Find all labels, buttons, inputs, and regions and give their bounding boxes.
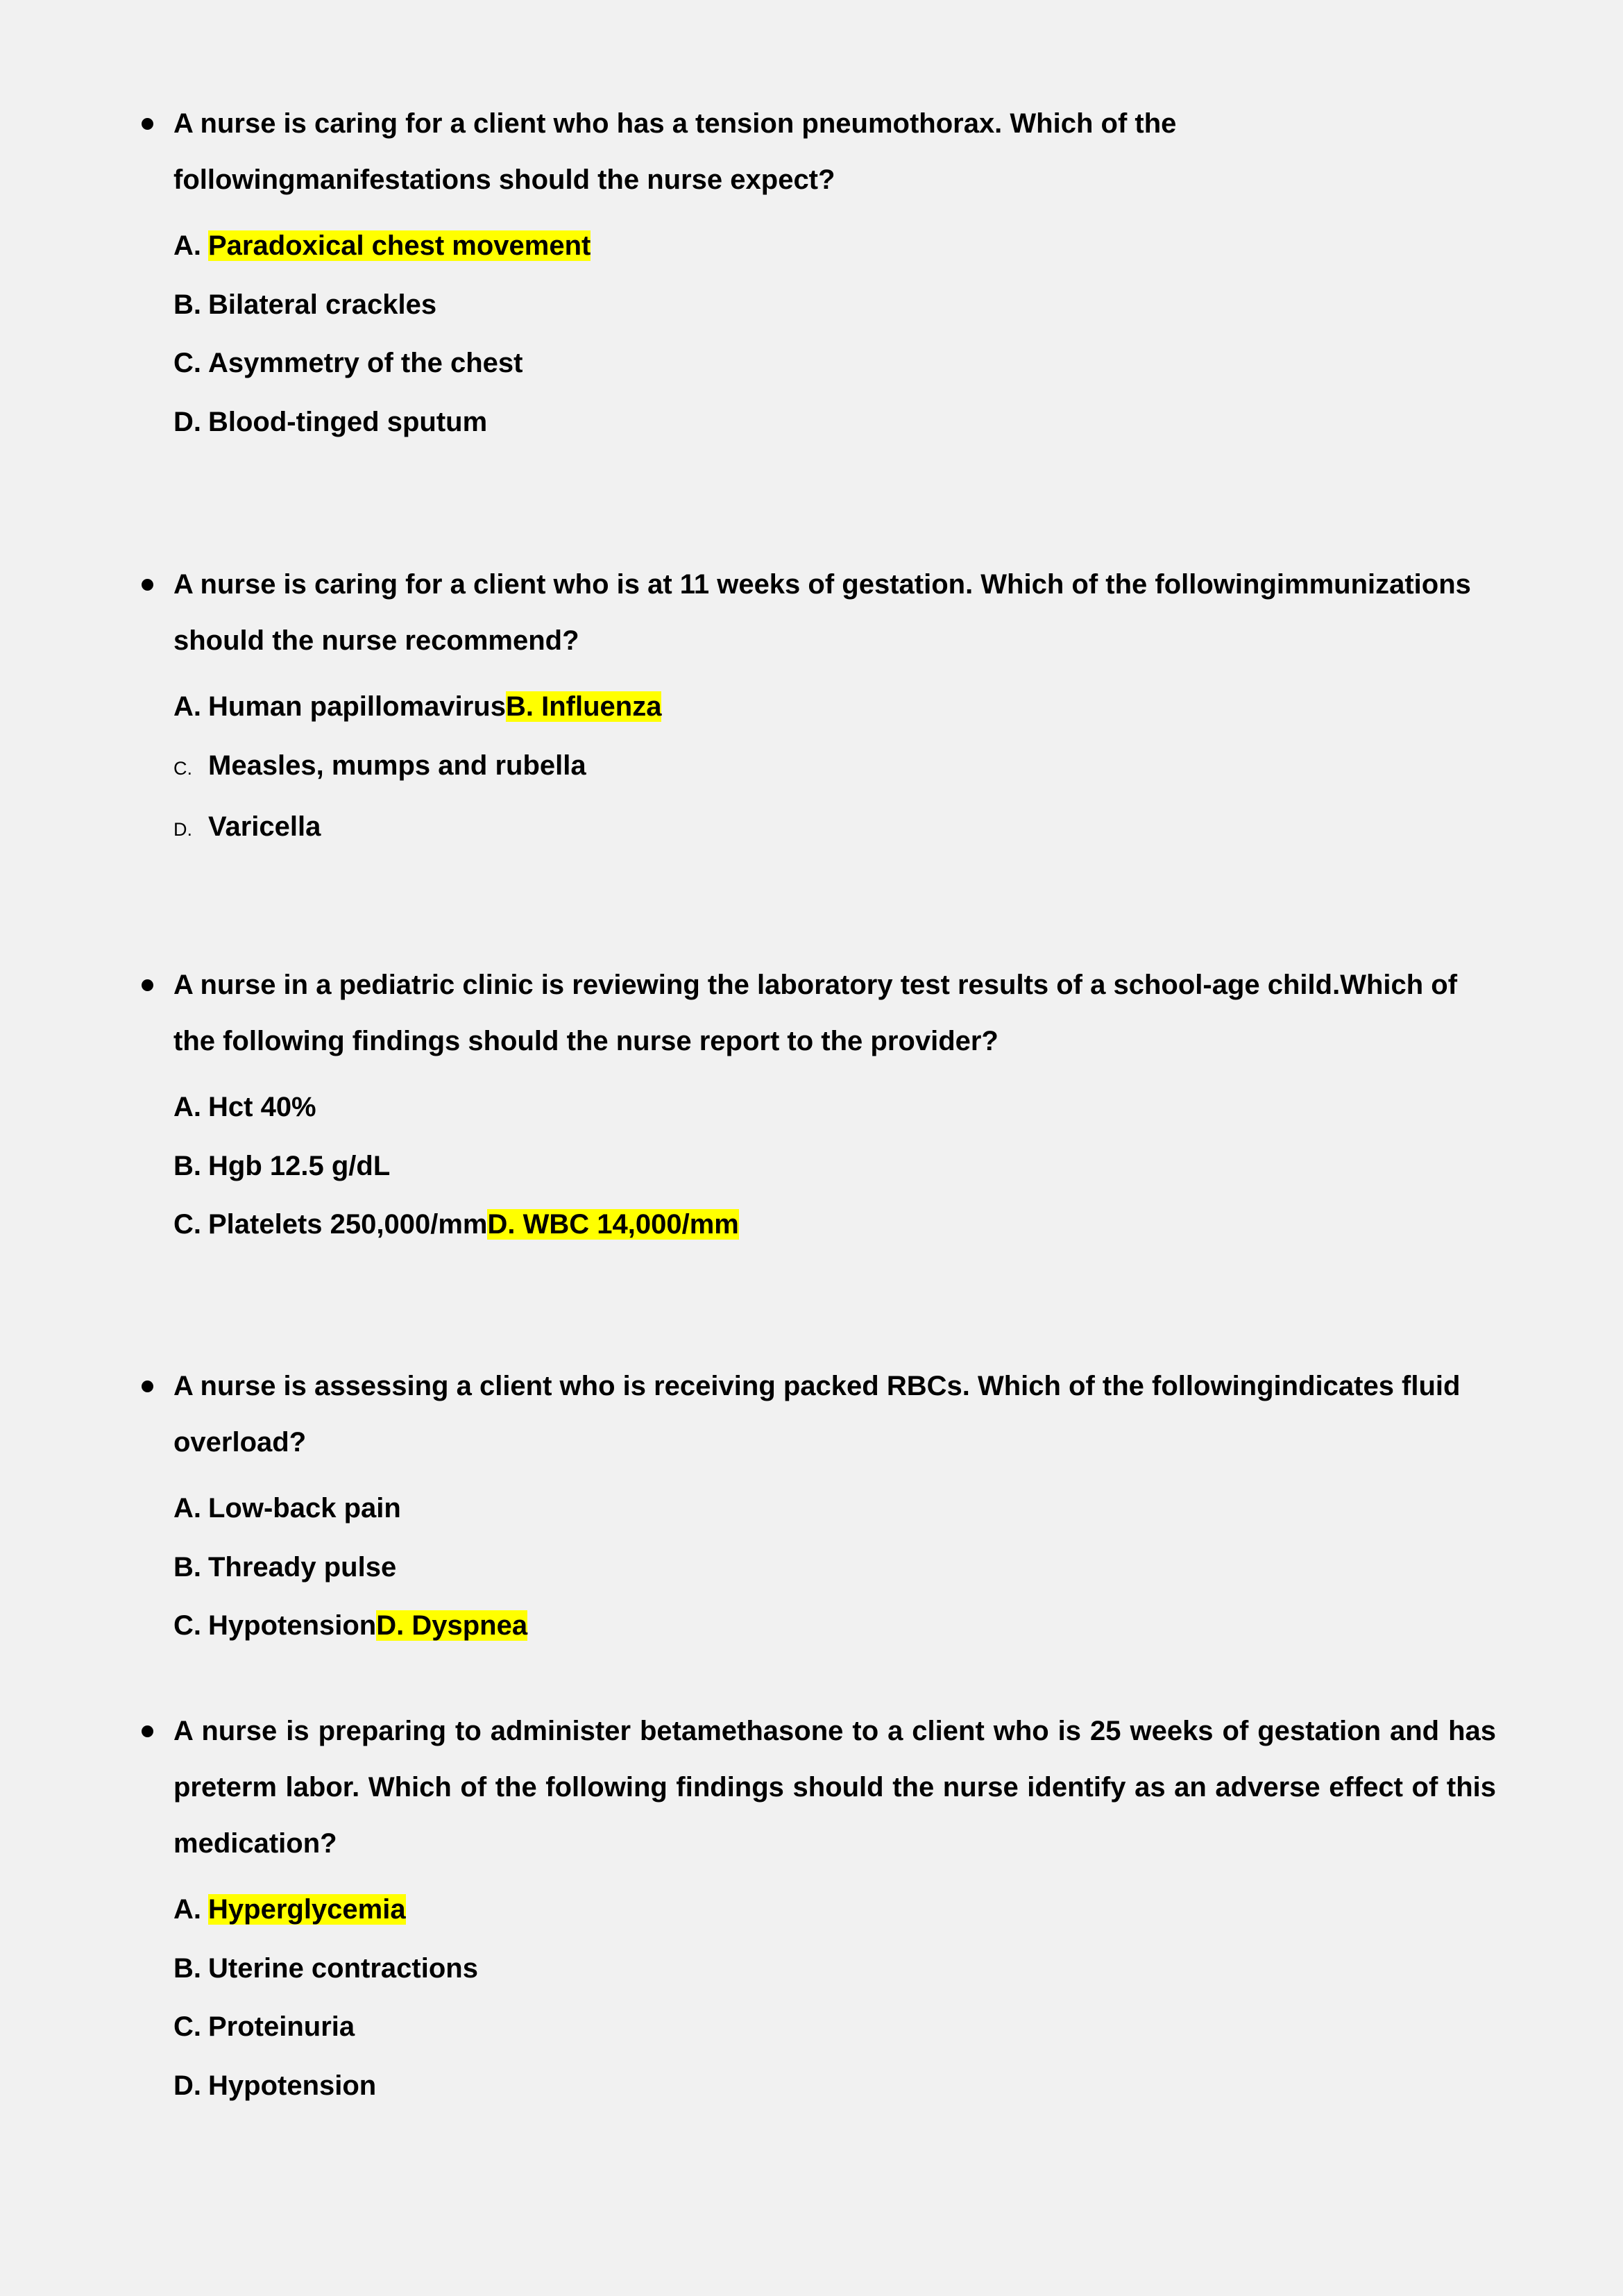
question-2-stem: A nurse is caring for a client who is at 11 weeks of gestation. Which of the followingimmunizations should the nurse recommend?	[173, 569, 1471, 656]
highlighted-answer: B. Influenza	[505, 691, 662, 722]
highlighted-answer: D. Dyspnea	[376, 1610, 528, 1641]
question-3-option-c: C. Platelets 250,000/mmD. WBC 14,000/mm	[173, 1209, 739, 1240]
question-4-stem: A nurse is assessing a client who is receiving packed RBCs. Which of the followingindicates fluid overload?	[173, 1371, 1461, 1458]
question-1-option-b: B. Bilateral crackles	[173, 289, 437, 320]
question-3-option-a: A. Hct 40%	[173, 1092, 316, 1122]
question-1	[173, 104, 1496, 451]
question-3-stem: A nurse in a pediatric clinic is reviewing the laboratory test results of a school-age child.Which of the following findings should the nurse report to the provider?	[173, 970, 1458, 1056]
question-5-option-c: C. Proteinuria	[173, 2011, 355, 2042]
question-4-option-c: C. HypotensionD. Dyspnea	[173, 1610, 528, 1641]
question-1-option-c: C. Asymmetry of the chest	[173, 348, 523, 378]
question-1-option-a: A. Paradoxical chest movement	[173, 230, 591, 261]
question-2-option-d: D. Varicella	[173, 811, 321, 842]
highlighted-answer: D. WBC 14,000/mm	[487, 1209, 739, 1240]
bullet-icon	[142, 118, 153, 130]
question-2-option-c: C. Measles, mumps and rubella	[173, 750, 586, 781]
bullet-icon	[142, 579, 153, 591]
question-1-stem: A nurse is caring for a client who has a tension pneumothorax. Which of the followingmanifestations should the nurse expect?	[173, 108, 1177, 195]
bullet-icon	[142, 1725, 153, 1737]
question-2	[173, 565, 1496, 859]
highlighted-answer: Paradoxical chest movement	[208, 230, 591, 261]
question-2-option-a: A. Human papillomavirusB. Influenza	[173, 691, 662, 722]
question-1-option-d: D. Blood-tinged sputum	[173, 406, 488, 437]
question-3	[173, 965, 1496, 1254]
bullet-icon	[142, 1381, 153, 1392]
question-3-option-b: B. Hgb 12.5 g/dL	[173, 1150, 391, 1181]
question-5-option-b: B. Uterine contractions	[173, 1952, 478, 1984]
question-4-option-b: B. Thready pulse	[173, 1551, 397, 1582]
question-5-option-d: D. Hypotension	[173, 2070, 377, 2101]
question-4	[173, 1367, 1496, 1655]
question-4-option-a: A. Low-back pain	[173, 1493, 401, 1523]
question-5-option-a: A. Hyperglycemia	[173, 1894, 406, 1925]
highlighted-answer: Hyperglycemia	[208, 1894, 406, 1925]
question-5	[173, 1712, 1496, 2115]
question-5-stem: A nurse is preparing to administer betamethasone to a client who is 25 weeks of gestation and has preterm labor. Which of the following findings should the nurse identify as an adverse effect of this medication?	[173, 1716, 1496, 1859]
bullet-icon	[142, 979, 153, 991]
